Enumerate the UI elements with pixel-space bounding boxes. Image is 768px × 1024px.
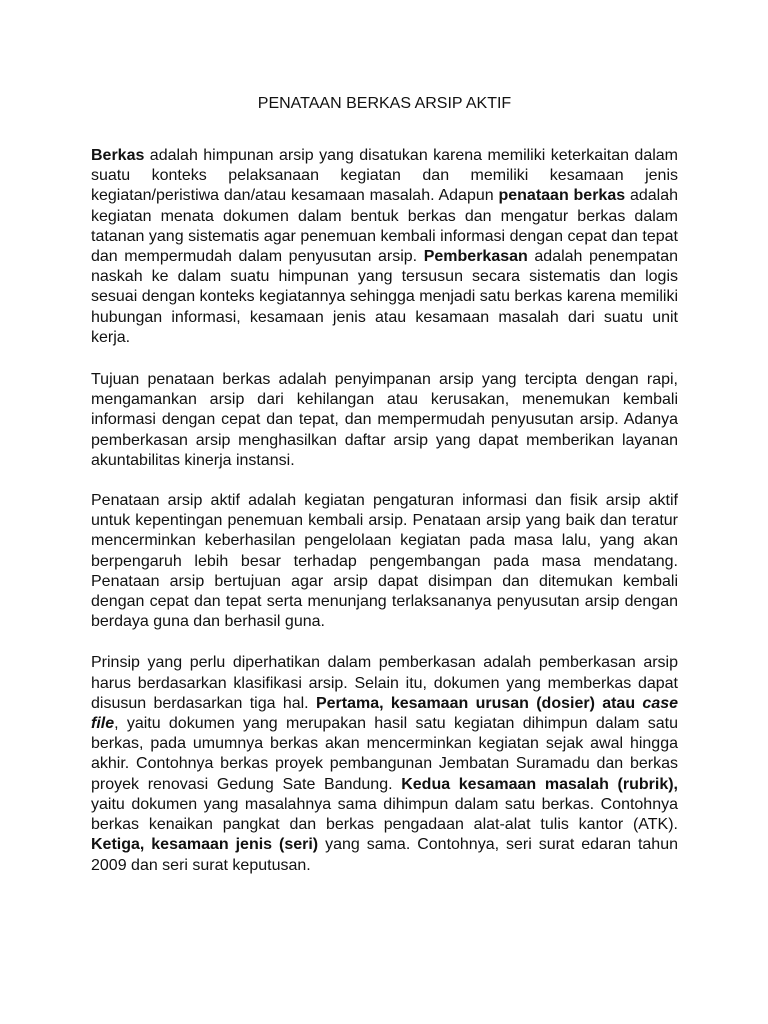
term-kedua: Kedua kesamaan masalah (rubrik), — [401, 775, 679, 793]
paragraph-text: yang sama. Contohnya, seri surat edaran tahun 2009 dan seri surat keputusan. — [91, 836, 679, 874]
paragraph-text: adalah penempatan naskah ke dalam suatu himpunan yang tersusun secara sistematis dan logis sesuai dengan konteks kegiatannya sehingga menjadi satu berkas karena memiliki hubungan informasi, kesamaan jenis atau kesamaan masalah dari suatu unit kerja. — [91, 248, 679, 346]
paragraph-text: Prinsip yang perlu diperhatikan dalam pemberkasan adalah pemberkasan arsip harus berdasarkan klasifikasi arsip. Selain itu, dokumen yang memberkas dapat disusun berdasarkan tiga hal. — [91, 654, 678, 712]
term-penataan-berkas: penataan berkas — [498, 187, 626, 205]
document-title: PENATAAN BERKAS ARSIP AKTIF — [257, 95, 512, 112]
term-berkas: Berkas — [91, 147, 145, 164]
paragraph-text: , yaitu dokumen yang merupakan hasil satu kegiatan dihimpun dalam satu berkas, pada umumnya berkas akan mencerminkan kegiatan sejak awal hingga akhir. Contohnya berkas proyek pembangunan Jembatan Suramadu dan berkas proyek renovasi Gedung Sate Bandung. — [91, 715, 678, 793]
term-case-file: case file — [91, 694, 679, 733]
paragraph-principles — [91, 653, 678, 875]
term-pertama: Pertama, kesamaan urusan (dosier) atau — [315, 694, 643, 712]
paragraph-text: adalah kegiatan menata dokumen dalam bentuk berkas dan mengatur berkas dalam tatanan yang sistematis agar penemuan kembali informasi dengan cepat dan tepat dan mempermudah dalam penyusutan arsip. — [91, 187, 678, 266]
paragraph-purpose: Tujuan penataan berkas adalah penyimpanan arsip yang tercipta dengan rapi, mengamankan arsip dari kehilangan atau kerusakan, menemukan kembali informasi dengan cepat dan tepat, dan mempermudah penyusutan arsip. Adanya pemberkasan arsip menghasilkan daftar arsip yang dapat memberikan layanan akuntabilitas kinerja instansi. — [91, 371, 678, 469]
term-ketiga: Ketiga, kesamaan jenis (seri) — [91, 836, 319, 854]
paragraph-definition — [91, 146, 678, 348]
paragraph-active-archive: Penataan arsip aktif adalah kegiatan pengaturan informasi dan fisik arsip aktif untuk kepentingan penemuan kembali arsip. Penataan arsip yang baik dan teratur mencerminkan keberhasilan pengelolaan kegiatan pada masa lalu, yang akan berpengaruh lebih besar terhadap pengembangan pada masa mendatang. Penataan arsip bertujuan agar arsip dapat disimpan dan ditemukan kembali dengan cepat dan tepat serta menunjang terlaksananya penyusutan arsip dengan berdaya guna dan berhasil guna. — [91, 492, 678, 631]
paragraph-text: yaitu dokumen yang masalahnya sama dihimpun dalam satu berkas. Contohnya berkas kenaikan pangkat dan berkas pengadaan alat-alat tulis kantor (ATK). — [91, 795, 678, 834]
term-pemberkasan: Pemberkasan — [423, 248, 528, 266]
document-page — [91, 0, 678, 876]
paragraph-text: adalah himpunan arsip yang disatukan karena memiliki keterkaitan dalam suatu konteks pelaksanaan kegiatan dan memiliki kesamaan jenis kegiatan/peristiwa dan/atau kesamaan masalah. Adapun — [91, 147, 678, 205]
